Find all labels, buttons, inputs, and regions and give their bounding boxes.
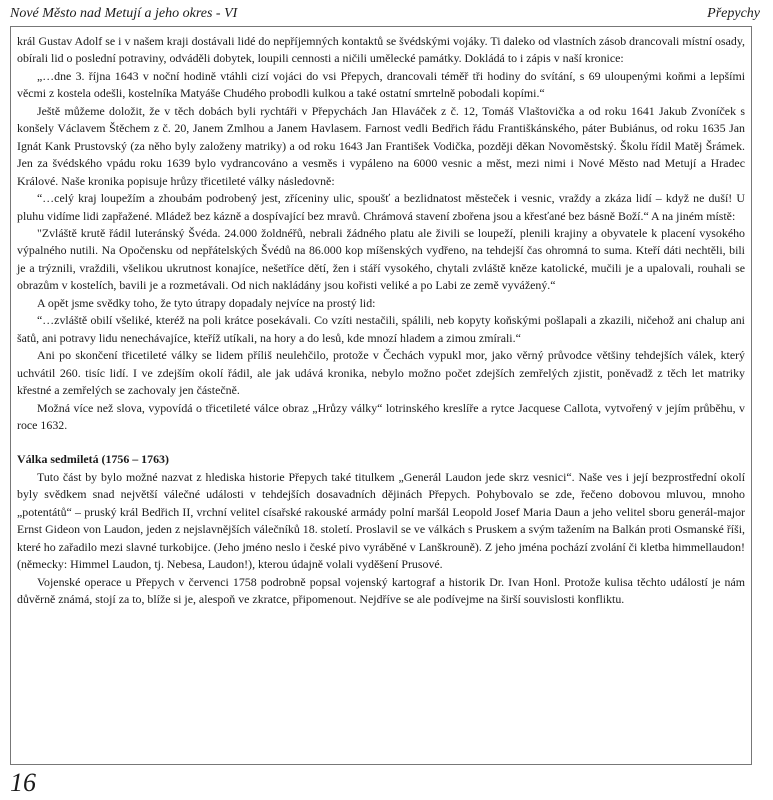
paragraph: Ani po skončení třicetileté války se lidem příliš neulehčilo, protože v Čechách vypukl mor, jako věrný průvodce většiny tehdejších válek, který uchvátil 260. tisíc lidí. I ve zdejším okolí řádil, ale jak udává kronika, nebylo možno počet zdejších zemřelých zjistit, poněvadž z těch let matriky křestné a zemřelých se zachovaly jen částečně. <box>17 348 745 398</box>
section-heading: Válka sedmiletá (1756 – 1763) <box>17 452 169 467</box>
paragraph: Ještě můžeme doložit, že v těch dobách byli rychtáři v Přepychách Jan Hlaváček z č. 12, Tomáš Vlaštovička a od roku 1641 Jakub Zvoníček s konšely Václavem Štěchem z č. 20, Janem Zmlhou a Janem Havlasem. Farnost vedli Bedřich řádu Františkánského, páter Bubiánus, od roku 1635 Jan Ignát Kank Prustovský (za něho byly založeny matriky) a od roku 1643 Jan František Vodička, později děkan Novoměstský. Školu řídil Matěj Šrámek. Jen za švédského vpádu roku 1639 bylo vydrancováno a vesměs i vypáleno na 6000 vesnic a měst, mezi nimi i Nové Město nad Metují a Hradec Králové. Naše kronika popisuje hrůzy třicetileté války následovně: <box>17 103 745 188</box>
paragraph: Tuto část by bylo možné nazvat z hlediska historie Přepych také titulkem „Generál Laudon jede skrz vesnici“. Naše ves i její bezprostřední okolí byly svědkem snad největší válečné události v tehdejších dosavadních dějinách Přepych. Pohybovalo se zde, řečeno dobovou mluvou, mnoho „potentátů“ – pruský král Bedřich II, vrchní velitel císařské rakouské armády polní maršál Leopold Josef Maria Daun a jeho velitel sboru generál-major Ernst Gideon von Laudon, jeden z nejslavnějších válečníků 18. století. Proslavil se ve válkách s Pruskem a svým tažením na Balkán proti Osmanské říši, které ho zařadilo mezi slavné turkobijce. (Jeho jméno neslo i české pivo vyráběné v Lanškrouně). Z jeho jména pochází zvolání či kletba himmellaudon! (německy: Himmel Laudon, tj. Nebesa, Laudon!), kterou údajně volali vyděšení Prusové. <box>17 469 745 572</box>
paragraph: král Gustav Adolf se i v našem kraji dostávali lidé do nepříjemných kontaktů se švédskými vojáky. Ti daleko od vlastních zásob drancovali místní osady, obírali lid o poslední potraviny, odváděli dobytek, loupili cennosti a ničili umělecké památky. Dokládá to i zápis v naší kronice: <box>17 34 745 66</box>
quote-paragraph: “…zvláště obilí všeliké, kteréž na poli krátce posekávali. Co vzíti nestačili, spálili, neb kopyty koňskými pošlapali a zkazili, ničehož ani chalup ani šatů, ani potravy lidu nenechávajíce, kteříž utíkali, na hory a do lesů, kde mnozí hladem a zimou zmírali.“ <box>17 313 745 345</box>
header-chapter-title: Přepychy <box>707 6 760 21</box>
quote-paragraph: „…dne 3. října 1643 v noční hodině vtáhli cizí vojáci do vsi Přepych, drancovali téměř tři hodiny do svítání, s 69 uloupenými koňmi a lepšími věcmi z kostela odešli, kostelníka Matyáše Chudého probodli kulkou a také ostatní smrtelně pobodali kopími.“ <box>17 68 745 101</box>
paragraph: A opět jsme svědky toho, že tyto útrapy dopadaly nejvíce na prostý lid: <box>37 295 376 310</box>
quote-paragraph: "Zvláště krutě řádil luteránský Švéda. 24.000 žoldnéřů, nebrali žádného platu ale živili se loupeží, plenili krajiny a obyvatele k placení vysokého výpalného nutili. Na Opočensku od nepřátelských Švédů na 86.000 kop míšenských vydřeno, na tehdejší čas ohromná to suma. Kteří dáti nechtěli, bili je a trýznili, vraždili, všelikou ukrutnost konajíce, nešetříce dětí, žen i stáří vysokého, chytali zvláště kněze katolické, mučili je a upalovali, rouhali se obrazům v kostelích, bavili je a rozmetávali. Od nich nakládány jsou kořisti veliké a po Labi ze země vyvážený.“ <box>17 225 745 293</box>
body-text <box>17 33 745 609</box>
paragraph: Vojenské operace u Přepych v červenci 1758 podrobně popsal vojenský kartograf a historik Dr. Ivan Honl. Protože kulisa těchto událostí je nám důvěrně známá, stojí za to, blíže si je, alespoň ve zkratce, připomenout. Nejdříve se ale podívejme na širší souvislosti konfliktu. <box>17 574 745 607</box>
text-frame <box>10 26 752 765</box>
running-header <box>10 3 760 25</box>
paragraph: Možná více než slova, vypovídá o třicetileté válce obraz „Hrůzy války“ lotrinského kreslíře a rytce Jacquese Callota, vytvořený v jejím průběhu, v roce 1632. <box>17 400 745 432</box>
section-gap <box>17 434 745 451</box>
quote-paragraph: “…celý kraj loupežím a zhoubám podrobený jest, zříceniny ulic, spoušť a bezlidnatost městeček i vesnic, vraždy a zkáza lidí – když ne duší! U pluhu vidíme lidi zapřažené. Mládež bez kázně a dospívající bez mravů. Chrámová stavení zbořena jsou a křesťané bez básně Boží.“ A na jiném místě: <box>17 191 745 223</box>
page-number: 16 <box>10 768 36 797</box>
header-book-title: Nové Město nad Metují a jeho okres - VI <box>10 6 238 21</box>
